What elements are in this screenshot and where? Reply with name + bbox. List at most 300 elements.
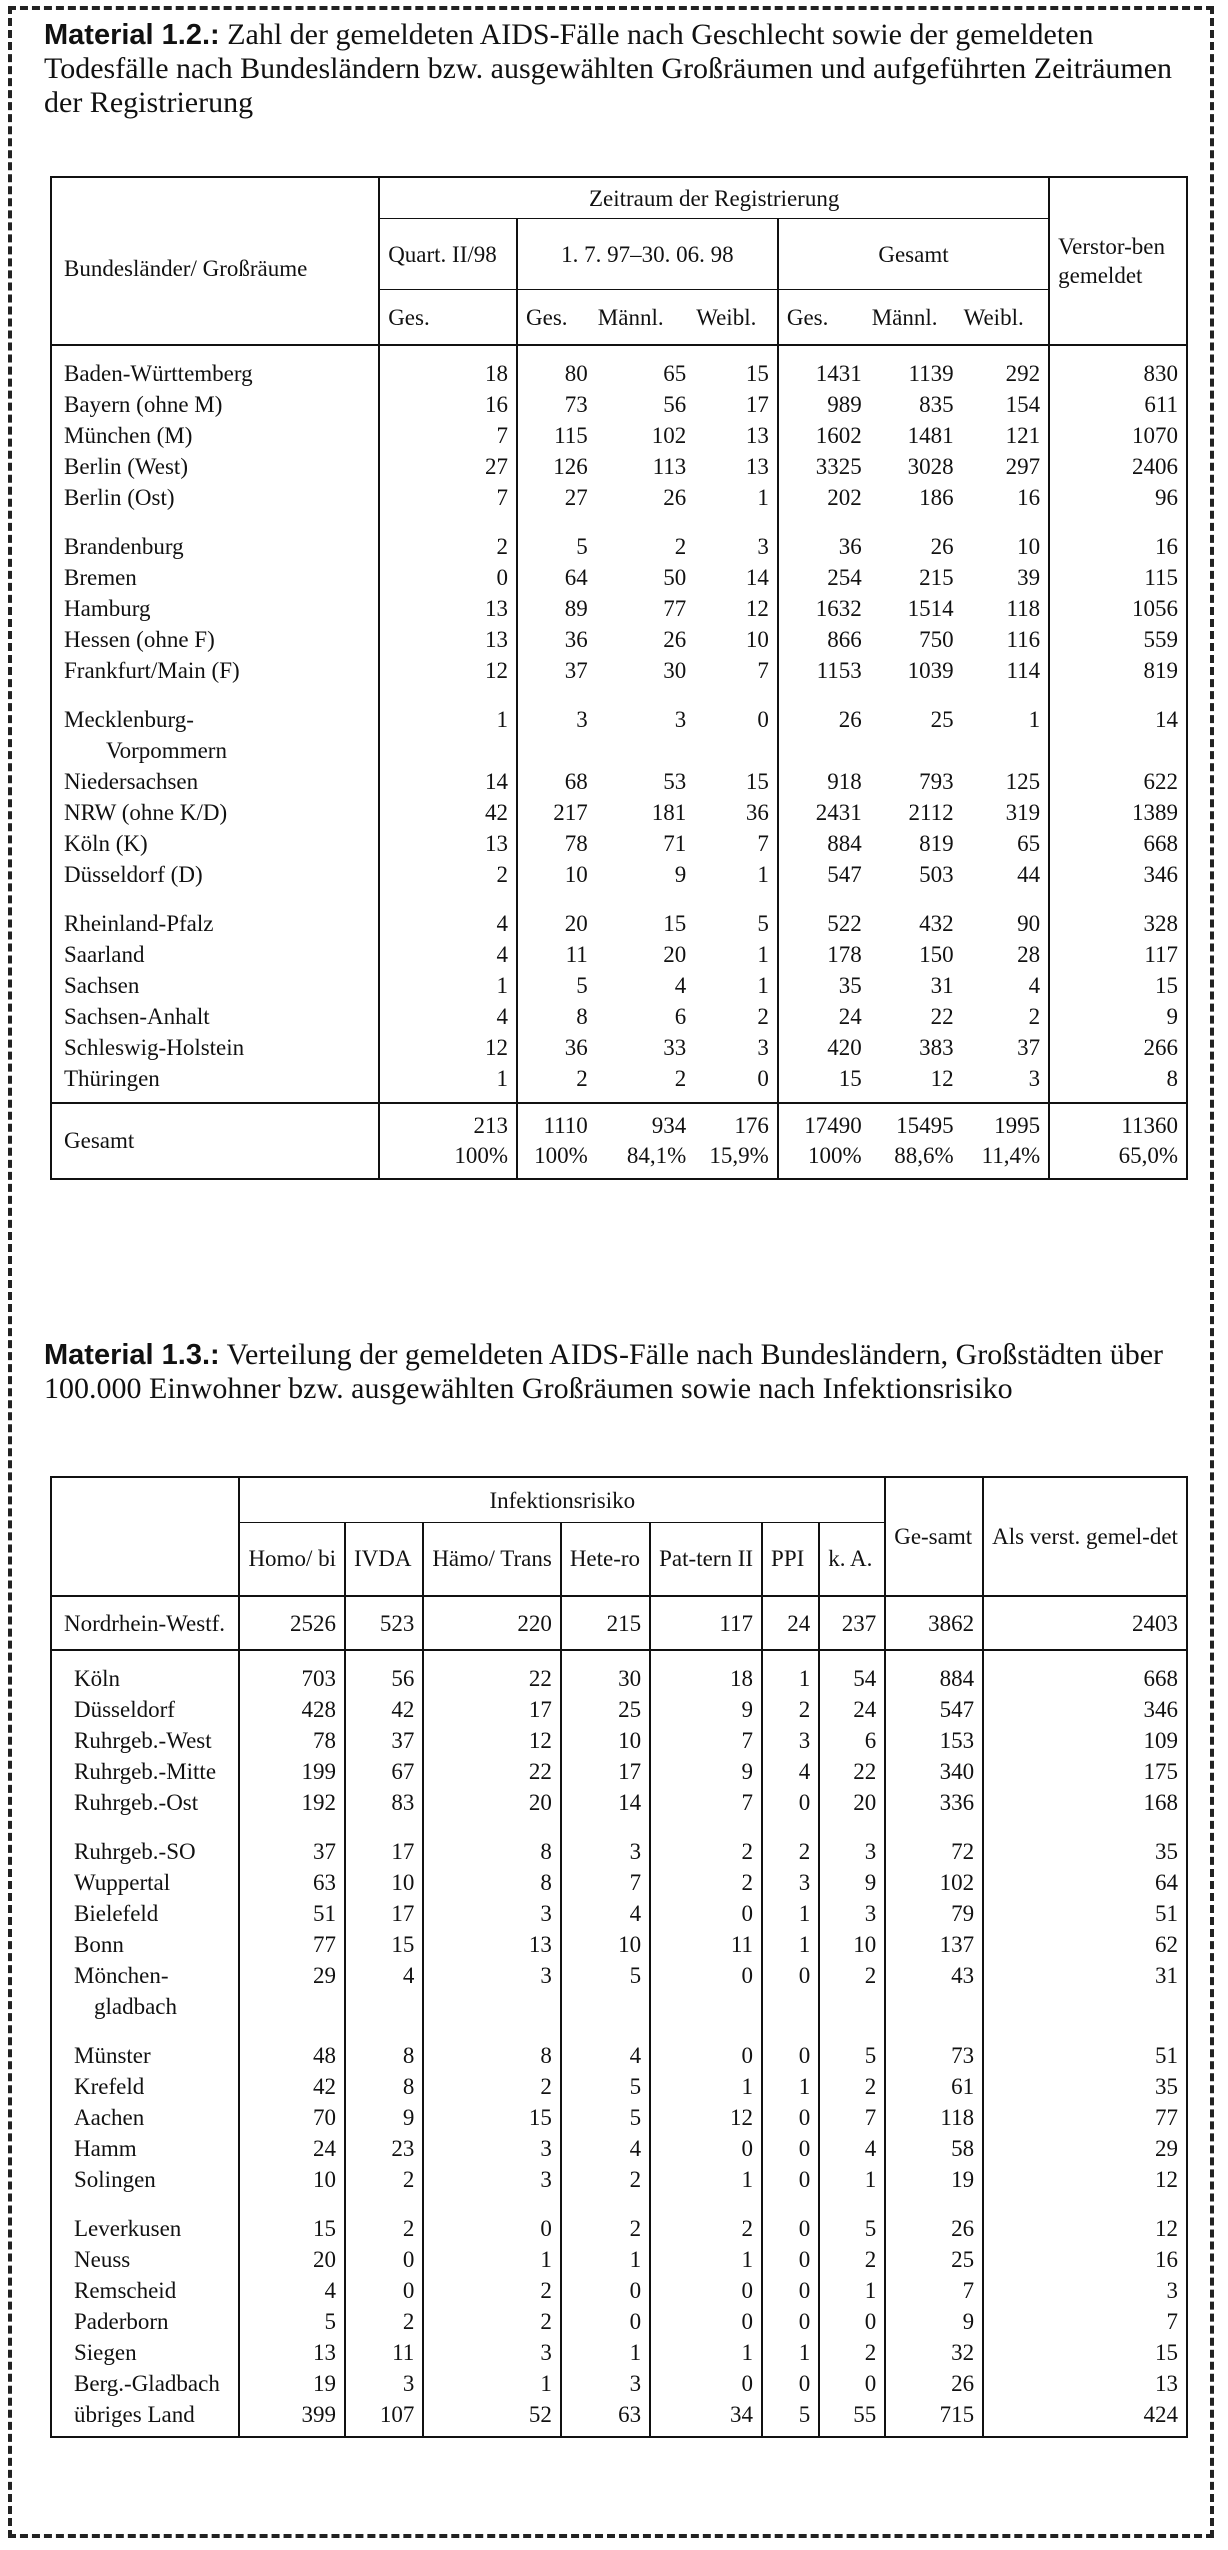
- table-row: [51, 1898, 1187, 1929]
- row-label: Bielefeld: [74, 1901, 159, 1926]
- cell-ppi: 0: [762, 2244, 819, 2275]
- row-label: Düsseldorf (D): [64, 862, 203, 887]
- cell-year-maennl: 15: [663, 911, 687, 936]
- cell-homo: 51: [239, 1898, 345, 1929]
- col-header-hetero: Hete-ro: [561, 1523, 650, 1597]
- cell-all-ges: 884: [778, 828, 870, 859]
- cell-year-maennl: 26: [663, 627, 687, 652]
- table-row: [51, 859, 1187, 890]
- cell-ges: 19: [885, 2164, 983, 2195]
- col-header-homo: Homo/ bi: [239, 1523, 345, 1597]
- cell-all-maennl: 1514: [907, 596, 954, 621]
- row-label: Siegen: [74, 2340, 137, 2365]
- table-row: [51, 593, 1187, 624]
- cell-haemo: 3: [423, 1898, 561, 1929]
- cell-ges: 884: [885, 1663, 983, 1694]
- cell-pattern: 7: [650, 1725, 762, 1756]
- cell-year-weibl: 36: [745, 800, 769, 825]
- col-header-region: Bundesländer/ Großräume: [51, 177, 379, 345]
- group-spacer: [51, 513, 1187, 531]
- table-row: [51, 2399, 1187, 2430]
- table-row: [51, 2133, 1187, 2164]
- col-header-ka: k. A.: [819, 1523, 885, 1597]
- nrw-ka: 237: [819, 1596, 885, 1650]
- total-deceased: 11360 65,0%: [1049, 1103, 1187, 1179]
- row-label: Sachsen: [64, 973, 140, 998]
- cell-year-weibl: 1: [757, 942, 769, 967]
- cell-haemo: 13: [423, 1929, 561, 1960]
- cell-ivda: 9: [345, 2102, 423, 2133]
- row-label: Leverkusen: [74, 2216, 182, 2241]
- cell-deceased: 819: [1049, 655, 1187, 686]
- cell-year-ges: 73: [517, 389, 596, 420]
- col-header-weibl: Weibl.: [694, 290, 778, 346]
- cell-verst: 64: [983, 1867, 1187, 1898]
- cell-all-maennl: 750: [919, 627, 954, 652]
- cell-quarter: 13: [379, 828, 517, 859]
- cell-all-ges: 35: [778, 970, 870, 1001]
- cell-quarter: 1: [379, 970, 517, 1001]
- cell-ivda: 10: [345, 1867, 423, 1898]
- cell-all-ges: 1153: [778, 655, 870, 686]
- cell-quarter: 13: [379, 624, 517, 655]
- cell-pattern: 1: [650, 2071, 762, 2102]
- total-quarter: 213 100%: [379, 1103, 517, 1179]
- cell-all-weibl: 3: [1028, 1066, 1041, 1091]
- material-1-3-number: Material 1.3.:: [44, 1339, 220, 1371]
- cell-year-weibl: 15: [745, 361, 769, 386]
- cell-quarter: 1: [379, 1063, 517, 1094]
- cell-verst: 29: [983, 2133, 1187, 2164]
- cell-pattern: 1: [650, 2164, 762, 2195]
- cell-hetero: 4: [561, 2040, 650, 2071]
- cell-homo: 199: [239, 1756, 345, 1787]
- row-label: Bonn: [74, 1932, 124, 1957]
- cell-homo: 15: [239, 2213, 345, 2244]
- cell-deceased: 8: [1049, 1063, 1187, 1094]
- cell-all-ges: 202: [778, 482, 870, 513]
- cell-ivda: 37: [345, 1725, 423, 1756]
- cell-year-ges: 36: [517, 1032, 596, 1063]
- cell-ppi: 1: [762, 1929, 819, 1960]
- cell-homo: 10: [239, 2164, 345, 2195]
- cell-ppi: 0: [762, 2275, 819, 2306]
- cell-haemo: 3: [423, 2164, 561, 2195]
- cell-hetero: 2: [561, 2213, 650, 2244]
- cell-verst: 51: [983, 2040, 1187, 2071]
- row-label: Krefeld: [74, 2074, 145, 2099]
- row-label: Hessen (ohne F): [64, 627, 215, 652]
- cell-year-maennl: 4: [674, 973, 687, 998]
- cell-all-maennl: 835: [919, 392, 954, 417]
- cell-all-maennl: 2112: [908, 800, 954, 825]
- cell-year-weibl: 0: [757, 707, 769, 732]
- cell-all-weibl: 125: [1005, 769, 1041, 794]
- cell-homo: 428: [239, 1694, 345, 1725]
- cell-ivda: 8: [345, 2071, 423, 2102]
- cell-all-ges: 866: [778, 624, 870, 655]
- row-label: Köln (K): [64, 831, 148, 856]
- cell-year-ges: 8: [517, 1001, 596, 1032]
- cell-deceased: 559: [1049, 624, 1187, 655]
- nrw-verst: 2403: [983, 1596, 1187, 1650]
- cell-deceased: 346: [1049, 859, 1187, 890]
- table-row: [51, 1063, 1187, 1094]
- cell-ka: 55: [819, 2399, 885, 2430]
- cell-verst: 15: [983, 2337, 1187, 2368]
- cell-ges: 102: [885, 1867, 983, 1898]
- group-spacer: [51, 2022, 1187, 2040]
- cell-haemo: 2: [423, 2275, 561, 2306]
- cell-all-ges: 36: [778, 531, 870, 562]
- cell-hetero: 7: [561, 1867, 650, 1898]
- cell-quarter: 12: [379, 1032, 517, 1063]
- cell-year-maennl: 181: [651, 800, 687, 825]
- cell-ka: 3: [819, 1898, 885, 1929]
- cell-ges: 7: [885, 2275, 983, 2306]
- cell-all-maennl: 12: [930, 1066, 954, 1091]
- cell-pattern: 0: [650, 2133, 762, 2164]
- cell-all-weibl: 319: [1005, 800, 1041, 825]
- cell-hetero: 3: [561, 2368, 650, 2399]
- table-row: [51, 2306, 1187, 2337]
- cell-ivda: 23: [345, 2133, 423, 2164]
- cell-pattern: 12: [650, 2102, 762, 2133]
- cell-all-ges: 178: [778, 939, 870, 970]
- cell-deceased: 115: [1049, 562, 1187, 593]
- cell-all-weibl: 10: [1017, 534, 1041, 559]
- row-label: Sachsen-Anhalt: [64, 1004, 210, 1029]
- row-label: Münster: [74, 2043, 151, 2068]
- cell-all-ges: 2431: [778, 797, 870, 828]
- row-label: Brandenburg: [64, 534, 184, 559]
- cell-verst: 51: [983, 1898, 1187, 1929]
- table-row: [51, 482, 1187, 513]
- cell-verst: 13: [983, 2368, 1187, 2399]
- cell-verst: 668: [983, 1663, 1187, 1694]
- cell-ges: 32: [885, 2337, 983, 2368]
- cell-all-weibl: 90: [1017, 911, 1041, 936]
- col-header-blank: [51, 1477, 239, 1596]
- row-label: übriges Land: [74, 2402, 195, 2427]
- table-row: [51, 2244, 1187, 2275]
- cell-ivda: 107: [345, 2399, 423, 2430]
- nrw-pattern: 117: [650, 1596, 762, 1650]
- row-label: Bremen: [64, 565, 137, 590]
- table-row: [51, 1001, 1187, 1032]
- nrw-ppi: 24: [762, 1596, 819, 1650]
- row-label: Berlin (West): [64, 454, 188, 479]
- cell-year-weibl: 12: [745, 596, 769, 621]
- col-header-weibl: Weibl.: [962, 290, 1050, 346]
- cell-ges: 336: [885, 1787, 983, 1818]
- total-year-ges: 1110 100%: [517, 1103, 596, 1179]
- table-row: [51, 2213, 1187, 2244]
- cell-all-maennl: 503: [919, 862, 954, 887]
- cell-ka: 0: [819, 2368, 885, 2399]
- table-row: [51, 420, 1187, 451]
- cell-all-weibl: 39: [1017, 565, 1041, 590]
- cell-homo: 42: [239, 2071, 345, 2102]
- cell-all-ges: 522: [778, 908, 870, 939]
- col-group-risk: Infektionsrisiko: [239, 1477, 885, 1523]
- cell-pattern: 1: [650, 2244, 762, 2275]
- cell-quarter: 4: [379, 939, 517, 970]
- cell-ivda: 11: [345, 2337, 423, 2368]
- cell-pattern: 0: [650, 2306, 762, 2337]
- cell-homo: 63: [239, 1867, 345, 1898]
- col-header-maennl: Männl.: [870, 290, 962, 346]
- cell-deceased: 1389: [1049, 797, 1187, 828]
- cell-ka: 6: [819, 1725, 885, 1756]
- cell-year-weibl: 1: [757, 973, 769, 998]
- cell-pattern: 0: [650, 2275, 762, 2306]
- cell-verst: 77: [983, 2102, 1187, 2133]
- cell-year-maennl: 20: [663, 942, 687, 967]
- cell-pattern: 34: [650, 2399, 762, 2430]
- total-year-weibl: 176 15,9%: [694, 1103, 778, 1179]
- cell-ka: 9: [819, 1867, 885, 1898]
- cell-year-maennl: 102: [651, 423, 687, 448]
- table-row: [51, 1836, 1187, 1867]
- table-body: [51, 345, 1187, 1103]
- group-spacer: [51, 686, 1187, 704]
- cell-all-ges: 1431: [778, 358, 870, 389]
- cell-ges: 61: [885, 2071, 983, 2102]
- col-header-ges: Ges.: [778, 290, 870, 346]
- cell-year-ges: 64: [517, 562, 596, 593]
- total-label: Gesamt: [51, 1103, 379, 1179]
- row-label: Düsseldorf: [74, 1697, 175, 1722]
- material-1-2-caption: [44, 18, 1196, 120]
- table-row-continuation: [51, 735, 1187, 766]
- cell-ppi: 1: [762, 1898, 819, 1929]
- cell-ivda: 67: [345, 1756, 423, 1787]
- cell-all-weibl: 114: [1006, 658, 1041, 683]
- col-header-haemo: Hämo/ Trans: [423, 1523, 561, 1597]
- cell-ppi: 1: [762, 2071, 819, 2102]
- cell-pattern: 7: [650, 1787, 762, 1818]
- row-label: Frankfurt/Main (F): [64, 658, 240, 683]
- cell-pattern: 9: [650, 1694, 762, 1725]
- cell-year-ges: 126: [517, 451, 596, 482]
- cell-ka: 4: [819, 2133, 885, 2164]
- cell-deceased: 622: [1049, 766, 1187, 797]
- table-row: [51, 562, 1187, 593]
- total-year-maennl: 934 84,1%: [596, 1103, 694, 1179]
- table-row: [51, 828, 1187, 859]
- cell-year-weibl: 0: [757, 1066, 769, 1091]
- cell-year-maennl: 26: [663, 485, 687, 510]
- cell-hetero: 3: [561, 1836, 650, 1867]
- cell-ppi: 1: [762, 2337, 819, 2368]
- cell-haemo: 2: [423, 2071, 561, 2102]
- group-spacer: [51, 2430, 1187, 2437]
- row-label: Ruhrgeb.-Mitte: [74, 1759, 217, 1784]
- cell-hetero: 14: [561, 1787, 650, 1818]
- group-spacer: [51, 2195, 1187, 2213]
- cell-ka: 7: [819, 2102, 885, 2133]
- group-spacer: [51, 1094, 1187, 1103]
- cell-all-weibl: 154: [1005, 392, 1041, 417]
- cell-all-ges: 26: [778, 704, 870, 735]
- cell-homo: 703: [239, 1663, 345, 1694]
- nrw-haemo: 220: [423, 1596, 561, 1650]
- cell-ka: 22: [819, 1756, 885, 1787]
- cell-all-maennl: 31: [930, 973, 954, 998]
- table-row: [51, 1867, 1187, 1898]
- nrw-homo: 2526: [239, 1596, 345, 1650]
- cell-ivda: 2: [345, 2306, 423, 2337]
- cell-year-ges: 68: [517, 766, 596, 797]
- cell-ka: 2: [819, 1960, 885, 1991]
- total-all-ges: 17490 100%: [778, 1103, 870, 1179]
- cell-all-ges: 1602: [778, 420, 870, 451]
- row-label: NRW (ohne K/D): [64, 800, 228, 825]
- cell-ka: 2: [819, 2337, 885, 2368]
- cell-hetero: 30: [561, 1663, 650, 1694]
- cell-haemo: 3: [423, 2337, 561, 2368]
- table-row: [51, 939, 1187, 970]
- cell-all-ges: 15: [778, 1063, 870, 1094]
- cell-pattern: 2: [650, 1867, 762, 1898]
- table-row: [51, 766, 1187, 797]
- table-row: [51, 389, 1187, 420]
- cell-year-ges: 5: [517, 970, 596, 1001]
- cell-hetero: 2: [561, 2164, 650, 2195]
- total-all-maennl: 15495 88,6%: [870, 1103, 962, 1179]
- cell-all-weibl: 65: [1017, 831, 1041, 856]
- cell-year-maennl: 113: [652, 454, 687, 479]
- cell-haemo: 1: [423, 2244, 561, 2275]
- cell-pattern: 0: [650, 1898, 762, 1929]
- cell-deceased: 1070: [1049, 420, 1187, 451]
- cell-year-ges: 10: [517, 859, 596, 890]
- cell-ivda: 8: [345, 2040, 423, 2071]
- table-row: [51, 2275, 1187, 2306]
- cell-deceased: 15: [1049, 970, 1187, 1001]
- cell-quarter: 7: [379, 420, 517, 451]
- cell-year-weibl: 15: [745, 769, 769, 794]
- cell-ges: 715: [885, 2399, 983, 2430]
- cell-deceased: 2406: [1049, 451, 1187, 482]
- cell-all-maennl: 1039: [907, 658, 954, 683]
- cell-year-ges: 27: [517, 482, 596, 513]
- cell-all-ges: 1632: [778, 593, 870, 624]
- cell-year-weibl: 7: [757, 658, 769, 683]
- cell-ges: 79: [885, 1898, 983, 1929]
- cell-year-ges: 20: [517, 908, 596, 939]
- table-row: [51, 1663, 1187, 1694]
- cell-ppi: 0: [762, 2102, 819, 2133]
- cell-ppi: 0: [762, 2368, 819, 2399]
- cell-year-maennl: 9: [674, 862, 687, 887]
- cell-verst: 109: [983, 1725, 1187, 1756]
- cell-year-maennl: 6: [674, 1004, 687, 1029]
- cell-all-weibl: 2: [1028, 1004, 1041, 1029]
- cell-quarter: 13: [379, 593, 517, 624]
- cell-year-maennl: 30: [663, 658, 687, 683]
- cell-ppi: 5: [762, 2399, 819, 2430]
- cell-quarter: 1: [379, 704, 517, 735]
- table-row: [51, 2102, 1187, 2133]
- row-label: Remscheid: [74, 2278, 177, 2303]
- cell-ppi: 0: [762, 2306, 819, 2337]
- material-1-2-caption-text: Zahl der gemeldeten AIDS-Fälle nach Geschlecht sowie der gemeldeten Todesfälle nach Bundesländern bzw. ausgewählten Großräumen und aufgeführten Zeiträumen der Registrierung: [44, 18, 1173, 119]
- cell-all-weibl: 297: [1005, 454, 1041, 479]
- cell-ges: 25: [885, 2244, 983, 2275]
- cell-ppi: 0: [762, 2213, 819, 2244]
- table-row: [51, 2040, 1187, 2071]
- table-row: [51, 1725, 1187, 1756]
- cell-ges: 137: [885, 1929, 983, 1960]
- cell-hetero: 10: [561, 1929, 650, 1960]
- cell-quarter: 42: [379, 797, 517, 828]
- cell-year-weibl: 1: [757, 862, 769, 887]
- cell-ges: 153: [885, 1725, 983, 1756]
- cell-homo: 78: [239, 1725, 345, 1756]
- cell-ivda: 17: [345, 1898, 423, 1929]
- table-row: [51, 2368, 1187, 2399]
- cell-deceased: 14: [1049, 704, 1187, 735]
- cell-year-ges: 3: [517, 704, 596, 735]
- row-label: Thüringen: [64, 1066, 160, 1091]
- material-1-3-caption-text: Verteilung der gemeldeten AIDS-Fälle nach Bundesländern, Großstädten über 100.000 Einwohner bzw. ausgewählten Großräumen sowie nach Infektionsrisiko: [44, 1338, 1164, 1405]
- cell-verst: 31: [983, 1960, 1187, 1991]
- cell-verst: 3: [983, 2275, 1187, 2306]
- row-label: Paderborn: [74, 2309, 169, 2334]
- table-row: [51, 531, 1187, 562]
- cell-year-ges: 115: [517, 420, 596, 451]
- cell-ivda: 83: [345, 1787, 423, 1818]
- cell-all-weibl: 121: [1005, 423, 1041, 448]
- cell-year-maennl: 71: [663, 831, 687, 856]
- cell-quarter: 4: [379, 1001, 517, 1032]
- cell-haemo: 3: [423, 2133, 561, 2164]
- group-spacer: [51, 345, 1187, 358]
- cell-verst: 35: [983, 2071, 1187, 2102]
- cell-haemo: 3: [423, 1960, 561, 1991]
- cell-all-ges: 3325: [778, 451, 870, 482]
- cell-hetero: 0: [561, 2275, 650, 2306]
- cell-all-weibl: 4: [1028, 973, 1041, 998]
- cell-ka: 1: [819, 2164, 885, 2195]
- cell-ppi: 2: [762, 1836, 819, 1867]
- cell-hetero: 25: [561, 1694, 650, 1725]
- cell-verst: 62: [983, 1929, 1187, 1960]
- cell-hetero: 0: [561, 2306, 650, 2337]
- cell-year-ges: 80: [517, 358, 596, 389]
- cell-haemo: 8: [423, 2040, 561, 2071]
- cell-haemo: 2: [423, 2306, 561, 2337]
- cell-year-ges: 11: [517, 939, 596, 970]
- cell-ivda: 17: [345, 1836, 423, 1867]
- row-label-continuation: gladbach: [94, 1994, 178, 2019]
- cell-quarter: 12: [379, 655, 517, 686]
- cell-year-maennl: 65: [663, 361, 687, 386]
- table-row: [51, 1694, 1187, 1725]
- row-label: Niedersachsen: [64, 769, 199, 794]
- cell-hetero: 1: [561, 2337, 650, 2368]
- col-header-ivda: IVDA: [345, 1523, 423, 1597]
- cell-all-weibl: 28: [1017, 942, 1041, 967]
- table-row: [51, 1960, 1187, 1991]
- table-row: [51, 1756, 1187, 1787]
- nrw-label: Nordrhein-Westf.: [51, 1596, 239, 1650]
- aids-cases-by-risk-table: [50, 1476, 1188, 2438]
- cell-pattern: 11: [650, 1929, 762, 1960]
- cell-year-ges: 2: [517, 1063, 596, 1094]
